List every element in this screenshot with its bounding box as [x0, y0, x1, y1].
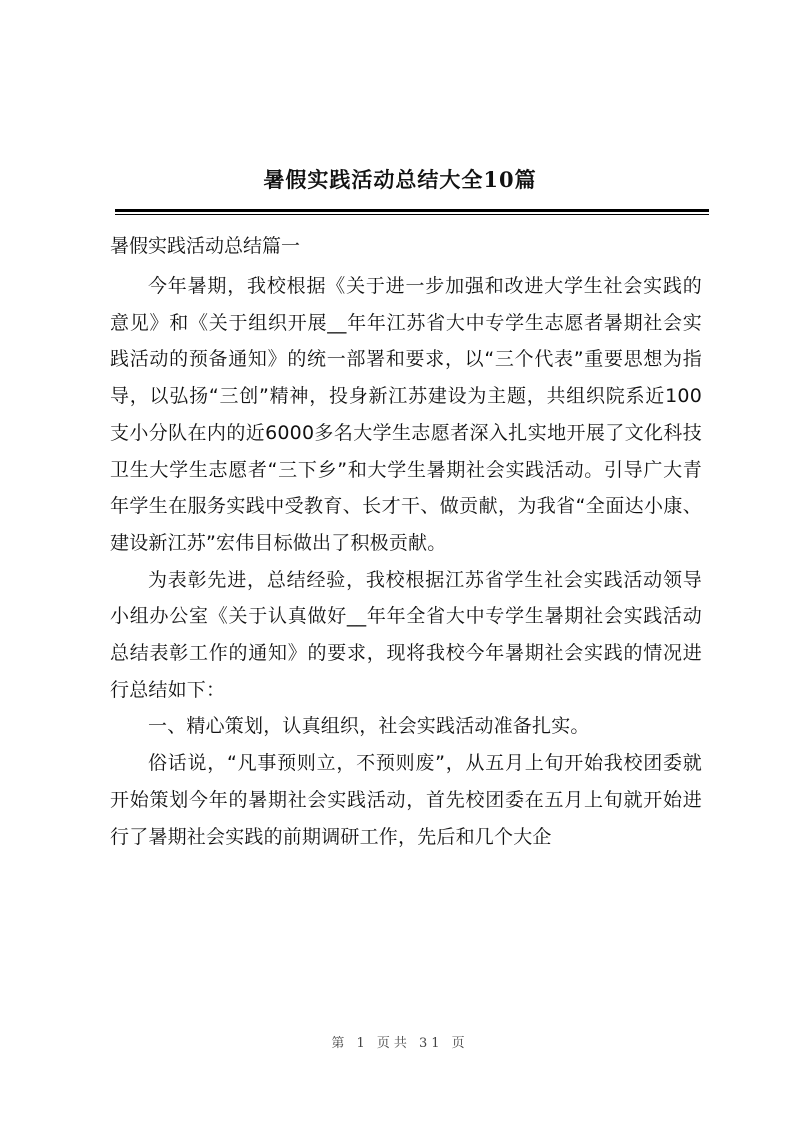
document-body [110, 268, 702, 855]
paragraph: 一、精心策划，认真组织，社会实践活动准备扎实。 [148, 715, 590, 738]
divider-thick-line [115, 209, 709, 212]
document-title: 暑假实践活动总结大全10篇 [263, 167, 537, 192]
paragraph: 为表彰先进，总结经验，我校根据江苏省学生社会实践活动领导小组办公室《关于认真做好__年年全省大中专学生暑期社会实践活动总结表彰工作的通知》的要求，现将我校今年暑期社会实践的情况进行总结如下： [110, 568, 702, 701]
divider-thin-line [115, 214, 709, 215]
section-heading: 暑假实践活动总结篇一 [110, 235, 301, 257]
paragraph: 俗话说，“凡事预则立，不预则废”，从五月上旬开始我校团委就开始策划今年的暑期社会实践活动，首先校团委在五月上旬就开始进行了暑期社会实践的前期调研工作，先后和几个大企 [110, 752, 702, 848]
paragraph: 今年暑期，我校根据《关于进一步加强和改进大学生社会实践的意见》和《关于组织开展__年年江苏省大中专学生志愿者暑期社会实践活动的预备通知》的统一部署和要求，以“三个代表”重要思想为指导，以弘扬“三创”精神，投身新江苏建设为主题，共组织院系近100支小分队在内的近6000多名大学生志愿者深入扎实地开展了文化科技卫生大学生志愿者“三下乡”和大学生暑期社会实践活动。引导广大青年学生在服务实践中受教育、长才干、做贡献，为我省“全面达小康、建设新江苏”宏伟目标做出了积极贡献。 [110, 275, 702, 554]
page-footer: 第 1 页共 31 页 [331, 1036, 469, 1051]
